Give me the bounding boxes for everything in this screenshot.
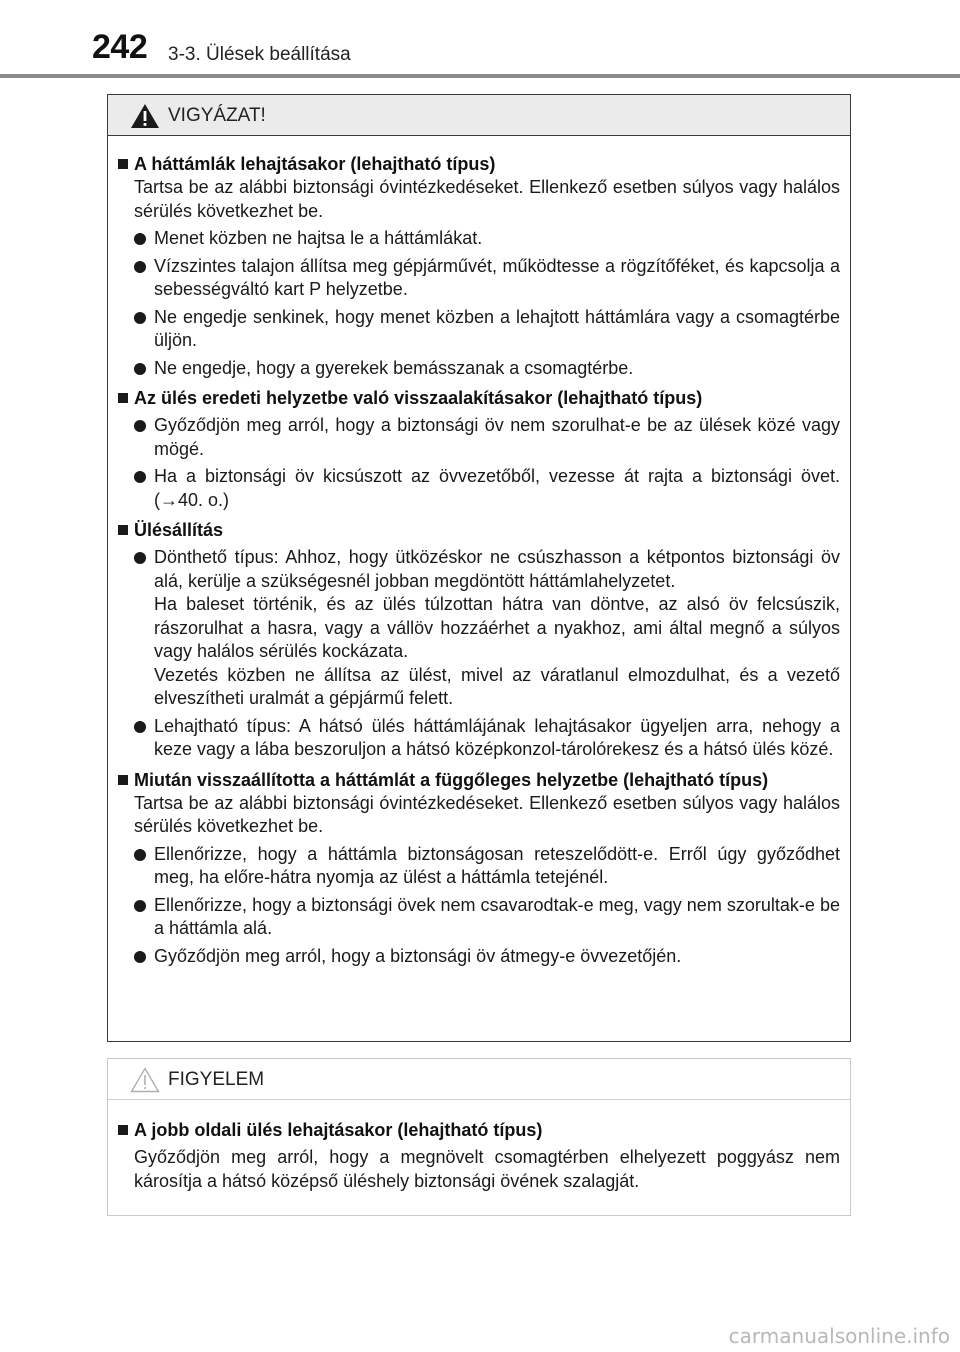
list-item (134, 546, 840, 711)
watermark: carmanualsonline.info (728, 1324, 950, 1348)
notice-label: FIGYELEM (168, 1069, 265, 1090)
section-heading-text: A jobb oldali ülés lehajtásakor (lehajtható típus) (134, 1120, 543, 1140)
warning-outline-icon (130, 1067, 160, 1093)
circle-bullet-icon (134, 552, 146, 564)
list-item-text (154, 715, 840, 762)
list-item-line: Lehajtható típus: A hátsó ülés háttámlájának lehajtásakor ügyeljen arra, nehogy a keze vagy a lába beszoruljon a hátsó középkonzol-tárolórekesz és a hátsó ülés közé. (154, 715, 840, 759)
page-header (0, 0, 960, 80)
list-item-line: Ellenőrizze, hogy a háttámla biztonságosan reteszelődött-e. Erről úgy győződhet meg, ha előre-hátra nyomja az ülést a háttámla tetejénél. (154, 843, 840, 887)
section-heading-text: A háttámlák lehajtásakor (lehajtható típus) (134, 154, 496, 174)
list-item (134, 894, 840, 941)
list-item-text (154, 945, 840, 969)
section-paragraph: Tartsa be az alábbi biztonsági óvintézkedéseket. Ellenkező esetben súlyos vagy halálos sérülés következhet be. (134, 177, 840, 221)
square-bullet-icon (118, 159, 128, 169)
section-heading (118, 768, 840, 792)
list-item-text (154, 357, 840, 381)
bullet-list (118, 546, 840, 762)
section-block (118, 768, 840, 969)
section-heading-text: Az ülés eredeti helyzetbe való visszaalakításakor (lehajtható típus) (134, 388, 703, 408)
list-item (134, 414, 840, 461)
list-item-line: Ha baleset történik, és az ülés túlzottan hátra van döntve, az alsó öv felcsúszik, rászorulhat a hasra, vagy a vállöv hozzáérhet a nyakhoz, ami által megnő a súlyos vagy halálos sérülés kockázata. (154, 594, 840, 661)
circle-bullet-icon (134, 900, 146, 912)
section-heading (118, 152, 840, 176)
notice-box (107, 1058, 851, 1216)
caution-header (108, 95, 850, 136)
section-block (118, 518, 840, 762)
circle-bullet-icon (134, 233, 146, 245)
list-item (134, 357, 840, 381)
list-item-line: Ne engedje, hogy a gyerekek bemásszanak a csomagtérbe. (154, 357, 634, 378)
circle-bullet-icon (134, 471, 146, 483)
section-block (118, 1118, 840, 1193)
list-item-line: Ne engedje senkinek, hogy menet közben a lehajtott háttámlára vagy a csomagtérbe üljön. (154, 306, 840, 350)
circle-bullet-icon (134, 312, 146, 324)
section-paragraph: Tartsa be az alábbi biztonsági óvintézkedéseket. Ellenkező esetben súlyos vagy halálos sérülés következhet be. (134, 792, 840, 836)
header-divider (0, 74, 960, 78)
list-item-text (154, 546, 840, 711)
list-item-line: Győződjön meg arról, hogy a biztonsági öv nem szorulhat-e be az ülések közé vagy mögé. (154, 415, 840, 459)
section-block (118, 386, 840, 512)
circle-bullet-icon (134, 721, 146, 733)
list-item (134, 465, 840, 512)
square-bullet-icon (118, 525, 128, 535)
circle-bullet-icon (134, 951, 146, 963)
page-number: 242 (92, 28, 148, 66)
square-bullet-icon (118, 1125, 128, 1135)
section-heading-text: Miután visszaállította a háttámlát a függőleges helyzetbe (lehajtható típus) (134, 769, 769, 790)
section-heading (118, 518, 840, 542)
list-item (134, 843, 840, 890)
list-item-line: Menet közben ne hajtsa le a háttámlákat. (154, 228, 483, 248)
list-item (134, 255, 840, 302)
list-item (134, 227, 840, 251)
warning-icon (130, 103, 160, 129)
caution-label: VIGYÁZAT! (168, 105, 266, 126)
caution-box (107, 94, 851, 1042)
circle-bullet-icon (134, 420, 146, 432)
circle-bullet-icon (134, 849, 146, 861)
bullet-list (118, 843, 840, 969)
list-item-line: Ellenőrizze, hogy a biztonsági övek nem csavarodtak-e meg, vagy nem szorultak-e be a háttámla alá. (154, 894, 840, 938)
list-item-text (154, 306, 840, 353)
list-item-text (154, 255, 840, 302)
list-item-text (154, 414, 840, 461)
section-heading-text: Ülésállítás (134, 520, 224, 540)
list-item-line: Ha a biztonsági öv kicsúszott az övvezetőből, vezesse át rajta a biztonsági övet. (→40. o.) (154, 466, 840, 510)
section-title: 3-3. Ülések beállítása (168, 44, 351, 65)
list-item-line: Vezetés közben ne állítsa az ülést, mivel az váratlanul elmozdulhat, és a vezető elveszítheti uralmát a gépjármű felett. (154, 664, 840, 708)
list-item-line: Dönthető típus: Ahhoz, hogy ütközéskor ne csúszhasson a kétpontos biztonsági öv alá, kerülje a szükségesnél jobban megdöntött háttámlahelyzetet. (154, 547, 840, 591)
square-bullet-icon (118, 775, 128, 785)
list-item-text (154, 465, 840, 512)
list-item (134, 715, 840, 762)
list-item (134, 945, 840, 969)
notice-header (108, 1059, 850, 1100)
list-item (134, 306, 840, 353)
list-item-text (154, 227, 840, 251)
circle-bullet-icon (134, 363, 146, 375)
bullet-list (118, 414, 840, 512)
list-item-text (154, 894, 840, 941)
circle-bullet-icon (134, 261, 146, 273)
notice-content (108, 1100, 850, 1193)
bullet-list (118, 227, 840, 380)
list-item-text (154, 843, 840, 890)
list-item-line: Győződjön meg arról, hogy a biztonsági öv átmegy-e övvezetőjén. (154, 945, 682, 966)
section-heading (118, 386, 840, 410)
square-bullet-icon (118, 393, 128, 403)
section-heading (118, 1118, 840, 1142)
caution-content (108, 136, 850, 968)
section-block (118, 152, 840, 380)
list-item-line: Vízszintes talajon állítsa meg gépjárművét, működtesse a rögzítőféket, és kapcsolja a sebességváltó kart P helyzetbe. (154, 255, 840, 299)
section-paragraph: Győződjön meg arról, hogy a megnövelt csomagtérben elhelyezett poggyász nem károsítja a hátsó középső üléshely biztonsági övének szalagját. (134, 1147, 840, 1191)
